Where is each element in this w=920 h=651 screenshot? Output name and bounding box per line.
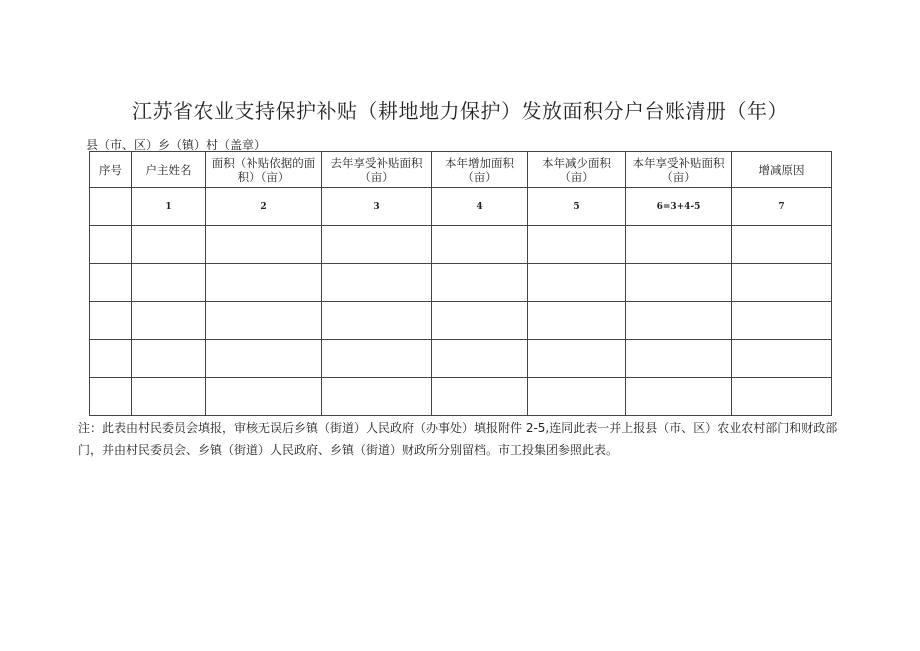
table-cell xyxy=(626,226,732,264)
header-serial-number: 序号 xyxy=(90,152,132,188)
table-cell xyxy=(432,340,528,378)
index-cell: 6=3+4-5 xyxy=(626,188,732,226)
table-row xyxy=(90,264,832,302)
index-cell: 4 xyxy=(432,188,528,226)
table-cell xyxy=(432,302,528,340)
table-row xyxy=(90,302,832,340)
table-row xyxy=(90,226,832,264)
table-cell xyxy=(322,378,432,416)
header-last-year-subsidized-area: 去年享受补贴面积（亩） xyxy=(322,152,432,188)
table-cell xyxy=(528,226,626,264)
ledger-table xyxy=(89,151,832,416)
table-cell xyxy=(132,264,206,302)
table-cell xyxy=(732,302,832,340)
table-cell xyxy=(132,378,206,416)
table-cell xyxy=(90,302,132,340)
table-cell xyxy=(90,264,132,302)
table-cell xyxy=(528,264,626,302)
table-cell xyxy=(432,378,528,416)
index-cell: 7 xyxy=(732,188,832,226)
header-this-year-subsidized-area: 本年享受补贴面积（亩） xyxy=(626,152,732,188)
table-cell xyxy=(206,264,322,302)
table-cell xyxy=(132,226,206,264)
index-cell xyxy=(90,188,132,226)
table-cell xyxy=(206,302,322,340)
table-cell xyxy=(90,378,132,416)
table-row xyxy=(90,340,832,378)
index-cell: 2 xyxy=(206,188,322,226)
table-cell xyxy=(322,340,432,378)
table-cell xyxy=(132,302,206,340)
table-cell xyxy=(626,340,732,378)
table-cell xyxy=(206,340,322,378)
table-cell xyxy=(206,378,322,416)
table-cell xyxy=(132,340,206,378)
table-cell xyxy=(732,340,832,378)
table-cell xyxy=(322,302,432,340)
table-cell xyxy=(626,264,732,302)
table-row xyxy=(90,378,832,416)
footnote: 注：此表由村民委员会填报，审核无误后乡镇（街道）人民政府（办事处）填报附件 2-5,连同此表一并上报县（市、区）农业农村部门和财政部门，并由村民委员会、乡镇（街道）人民政府、乡镇（街道）财政所分别留档。市工投集团参照此表。 xyxy=(78,421,838,457)
index-cell: 1 xyxy=(132,188,206,226)
table-cell xyxy=(626,302,732,340)
header-this-year-increased-area: 本年增加面积（亩） xyxy=(432,152,528,188)
table-cell xyxy=(432,226,528,264)
header-this-year-decreased-area: 本年减少面积（亩） xyxy=(528,152,626,188)
table-cell xyxy=(732,378,832,416)
table-cell xyxy=(528,378,626,416)
table-cell xyxy=(90,340,132,378)
table-cell xyxy=(322,264,432,302)
table-cell xyxy=(528,340,626,378)
table-cell xyxy=(528,302,626,340)
index-cell: 5 xyxy=(528,188,626,226)
location-stamp-line: 县（市、区）乡（镇）村（盖章） xyxy=(86,138,267,152)
header-householder-name: 户主姓名 xyxy=(132,152,206,188)
table-cell xyxy=(90,226,132,264)
table-cell xyxy=(432,264,528,302)
table-cell xyxy=(626,378,732,416)
index-cell: 3 xyxy=(322,188,432,226)
document-title: 江苏省农业支持保护补贴（耕地地力保护）发放面积分户台账清册（年） xyxy=(132,99,788,123)
table-cell xyxy=(732,264,832,302)
table-cell xyxy=(322,226,432,264)
table-cell xyxy=(206,226,322,264)
table-header-row xyxy=(90,152,832,188)
column-index-row xyxy=(90,188,832,226)
header-change-reason: 增减原因 xyxy=(732,152,832,188)
table-cell xyxy=(732,226,832,264)
header-subsidy-basis-area: 面积（补贴依据的面积）（亩） xyxy=(206,152,322,188)
